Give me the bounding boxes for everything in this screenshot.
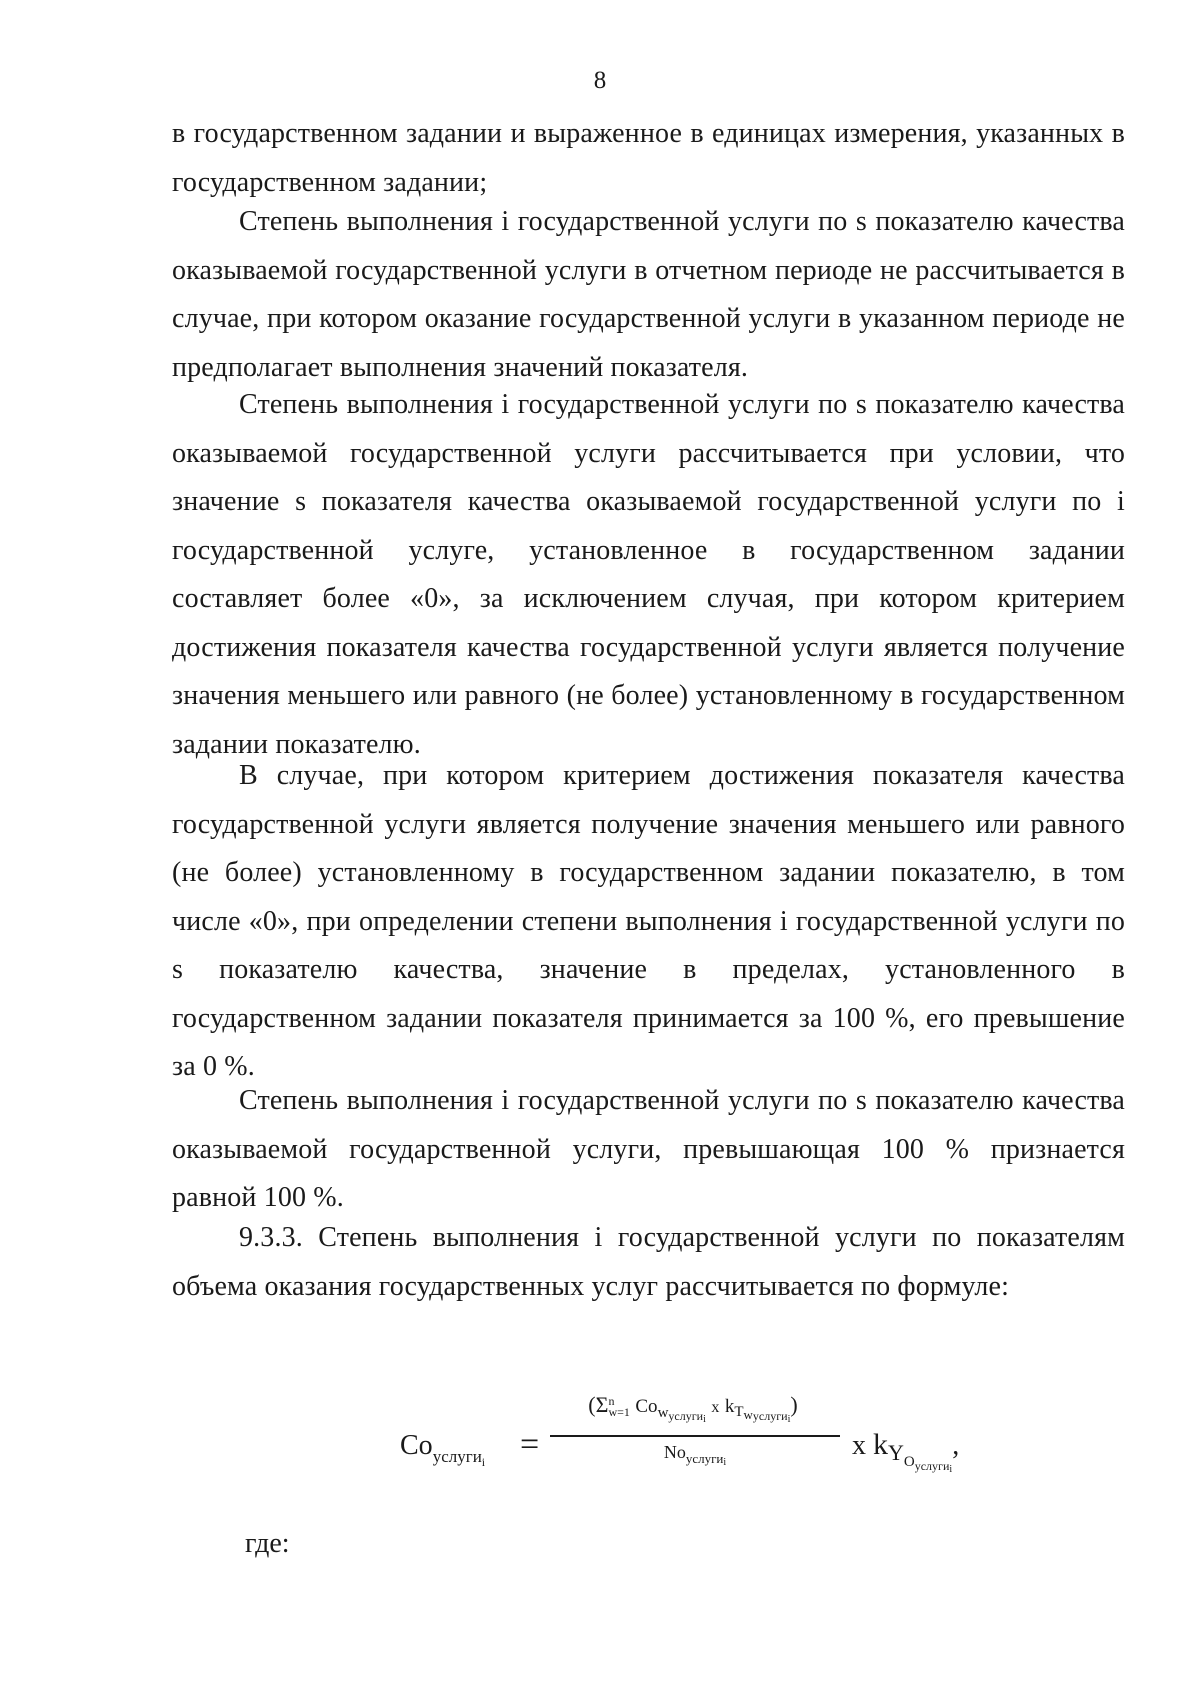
paragraph-5: Степень выполнения i государственной услуги по s показателю качества оказываемой государственной услуги, превышающая 100 % признается равной 100 %. [172, 1085, 1125, 1213]
paragraph-block-3 [172, 381, 1125, 769]
formula-numerator [558, 1392, 828, 1425]
formula [400, 1390, 1000, 1500]
formula-paren-open: ( [588, 1392, 596, 1417]
formula-num-k-sub-index: i [787, 1414, 791, 1425]
formula-num-k-sub [734, 1404, 791, 1425]
paragraph-2: Степень выполнения i государственной услуги по s показателю качества оказываемой государственной услуги в отчетном периоде не рассчитывается в случае, при котором оказание государственной услуги в указанном периоде не предполагает выполнения значений показателя. [172, 206, 1125, 383]
formula-num-co-sub-w: w [657, 1405, 669, 1421]
formula-num-k-sub-text: услуги [752, 1409, 788, 1423]
formula-lhs-sub-text: услуги [432, 1447, 482, 1466]
formula-denominator [550, 1442, 840, 1468]
paragraph-block-4 [172, 752, 1125, 1092]
formula-lhs-sub [432, 1447, 486, 1469]
formula-ky-sub-text: услуги [914, 1459, 950, 1473]
formula-num-k-sub-t: T [734, 1404, 744, 1420]
formula-sum-symbol: Σ [595, 1392, 609, 1417]
paragraph-block-5 [172, 1077, 1125, 1223]
paragraph-block-6 [172, 1214, 1125, 1311]
formula-lhs-base: Co [400, 1430, 433, 1461]
where-label: где: [245, 1528, 290, 1559]
formula-ky-sub-index: i [949, 1464, 953, 1475]
formula-den-sub-index: i [723, 1457, 727, 1468]
formula-ky-sub-o: O [903, 1454, 915, 1470]
paragraph-block-2 [172, 198, 1125, 392]
formula-paren-close: ) [790, 1392, 798, 1417]
formula-sum-lower: w=1 [608, 1404, 630, 1419]
formula-lhs-sub-index: i [481, 1455, 486, 1469]
formula-ky-y: Y [888, 1440, 904, 1465]
formula-num-k: k [724, 1396, 735, 1417]
formula-num-times: x [711, 1399, 720, 1416]
formula-sum-limits [608, 1393, 630, 1419]
formula-multiplier [852, 1428, 960, 1475]
paragraph-3: Степень выполнения i государственной услуги по s показателю качества оказываемой государственной услуги рассчитывается при условии, что значение s показателя качества оказываемой государственной услуги по i государственной услуге, установленное в государственном задании составляет более «0», за исключением случая, при котором критерием достижения показателя качества государственной услуги является получение значения меньшего или равного (не более) установленному в государственном задании показателю. [172, 389, 1125, 760]
formula-num-co: Co [635, 1396, 658, 1417]
page-number: 8 [593, 67, 607, 94]
formula-num-co-sub-index: i [703, 1414, 706, 1425]
formula-equals: = [520, 1426, 540, 1463]
formula-ky-k: k [873, 1428, 888, 1461]
formula-sum-upper: n [608, 1393, 615, 1408]
formula-num-co-sub [657, 1405, 706, 1425]
paragraph-continuation [172, 110, 1125, 207]
formula-fraction-bar [550, 1435, 840, 1437]
paragraph-1: в государственном задании и выраженное в единицах измерения, указанных в государственном задании; [172, 118, 1125, 198]
formula-trailing-comma: , [952, 1430, 960, 1461]
paragraph-4: В случае, при котором критерием достижения показателя качества государственной услуги является получение значения меньшего или равного (не более) установленному в государственном задании показателю, в том числе «0», при определении степени выполнения i государственной услуги по s показателю качества, значение в пределах, установленного в государственном задании показателя принимается за 100 %, его превышение за 0 %. [172, 760, 1125, 1082]
formula-num-co-sub-text: услуги [668, 1409, 704, 1423]
formula-den-sub: услуги [685, 1451, 724, 1466]
formula-times: x [852, 1430, 866, 1461]
paragraph-6: 9.3.3. Степень выполнения i государственной услуги по показателям объема оказания государственных услуг рассчитывается по формуле: [172, 1222, 1125, 1302]
formula-num-k-sub-w: w [743, 1407, 753, 1422]
formula-den-base: No [663, 1442, 686, 1462]
formula-lhs [400, 1430, 486, 1469]
